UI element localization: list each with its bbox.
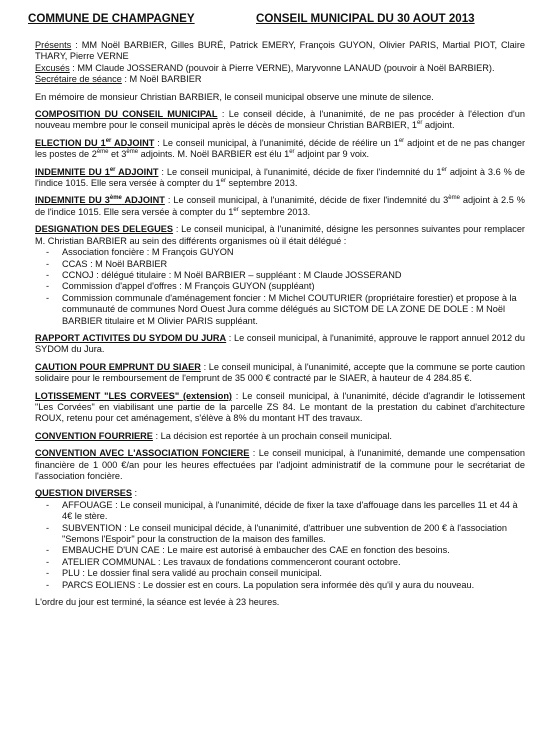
fourriere-section	[35, 431, 525, 442]
composition-title: COMPOSITION DU CONSEIL MUNICIPAL	[35, 109, 218, 120]
meeting-title: CONSEIL MUNICIPAL DU 30 AOUT 2013	[256, 12, 475, 25]
presents-text: : MM Noël BARBIER, Gilles BURÉ, Patrick EMERY, François GUYON, Olivier PARIS, Martial PIOT, Claire THARY, Pierre VERNE	[35, 40, 525, 62]
delegues-title: DESIGNATION DES DELEGUES	[35, 224, 174, 235]
association-section	[35, 448, 525, 482]
list-item: - Association foncière : M François GUYON	[35, 247, 525, 258]
commune-name: COMMUNE DE CHAMPAGNEY	[28, 12, 195, 25]
caution-section	[35, 362, 525, 385]
indemnite-3-section: INDEMNITE DU 3ème ADJOINT : Le conseil municipal, à l'unanimité, décide de fixer l'indemnité du 3ème adjoint à 2.5 % de l'indice 1015. Elle sera versée à compter du 1er septembre 2013.	[35, 195, 525, 217]
list-item: - Commission communale d'aménagement foncier : M Michel COUTURIER (propriétaire forestier) et propose à la communauté de communes Nord Ouest Jura comme délégués au SICTOM DE LA ZONE DE DOLE : M Noël BARBIER titulaire et M Olivier PARIS suppléant.	[35, 293, 525, 327]
composition-text-end: adjoint.	[422, 120, 455, 131]
fourriere-title: CONVENTION FOURRIERE	[35, 430, 153, 441]
composition-text: : Le conseil décide, à l'unanimité, de ne pas procéder à l'élection d'un nouveau membre pour le conseil municipal après le décès de monsieur Christian BARBIER, 1	[35, 109, 525, 131]
rapport-section	[35, 333, 525, 356]
document-body	[35, 40, 525, 614]
list-item: - Commission d'appel d'offres : M François GUYON (suppléant)	[35, 281, 525, 292]
composition-section	[35, 109, 525, 132]
excuses-text: : MM Claude JOSSERAND (pouvoir à Pierre VERNE), Maryvonne LANAUD (pouvoir à Noël BARBIER).	[69, 62, 495, 73]
indemnite-1-text: : Le conseil municipal, à l'unanimité, décide de fixer l'indemnité du 1	[158, 166, 442, 177]
list-item: - PLU : Le dossier final sera validé au prochain conseil municipal.	[35, 568, 525, 579]
list-item: - CCAS : M Noël BARBIER	[35, 259, 525, 270]
delegues-section	[35, 224, 525, 247]
rapport-text: : Le conseil municipal, à l'unanimité, approuve le rapport annuel 2012 du SYDOM du Jura.	[35, 332, 525, 355]
indemnite-1-title: INDEMNITE DU 1er ADJOINT	[35, 166, 159, 177]
election-section: ELECTION DU 1er ADJOINT : Le conseil municipal, à l'unanimité, décide de réélire un 1er adjoint et de ne pas changer les postes de 2ème et 3ème adjoints. M. Noël BARBIER est élu 1er adjoint par 9 voix.	[35, 137, 526, 160]
lotissement-title: LOTISSEMENT "LES CORVEES" (extension)	[35, 390, 232, 401]
list-item: - ATELIER COMMUNAL : Les travaux de fondations commenceront courant octobre.	[35, 557, 525, 568]
presents-label: Présents	[35, 40, 72, 50]
delegues-list	[35, 247, 525, 327]
attendance-section	[35, 40, 525, 86]
election-title: ELECTION DU 1er ADJOINT	[35, 137, 155, 148]
questions-section	[35, 488, 525, 499]
composition-sup: er	[416, 120, 423, 127]
fourriere-text: : La décision est reportée à un prochain conseil municipal.	[152, 430, 392, 441]
document-header	[28, 12, 528, 30]
closing-paragraph: L'ordre du jour est terminé, la séance est levée à 23 heures.	[35, 597, 280, 608]
caution-title: CAUTION POUR EMPRUNT DU SIAER	[35, 361, 201, 372]
list-item: - EMBAUCHE D'UN CAE : Le maire est autorisé à embaucher des CAE en fonction des besoins.	[35, 545, 525, 556]
rapport-title: RAPPORT ACTIVITES DU SYDOM DU JURA	[35, 332, 227, 343]
lotissement-section	[35, 391, 525, 425]
list-item: - SUBVENTION : Le conseil municipal décide, à l'unanimité, d'attribuer une subvention de 200 € à l'association "Semons l'Espoir" pour la construction de la maison des familles.	[35, 523, 525, 546]
questions-suffix: :	[132, 488, 138, 499]
delegues-text: : Le conseil municipal, à l'unanimité, désigne les personnes suivantes pour remplacer M. Christian BARBIER au sein des différents organismes où il était délégué :	[35, 224, 525, 246]
association-title: CONVENTION AVEC L'ASSOCIATION FONCIERE	[35, 448, 250, 459]
lotissement-text: : Le conseil municipal, à l'unanimité, décide d'agrandir le lotissement "Les Corvées" en viabilisant une partie de la parcelle ZS 84. Le montant de la prestation du cabinet d'architecture ROUX, retenu pour cet aménagement, s'élève à 8% du montant HT des travaux.	[35, 390, 525, 424]
list-item: - AFFOUAGE : Le conseil municipal, à l'unanimité, décide de fixer la taxe d'affouage dans les parcelles 11 et 44 à 4€ le stère.	[35, 500, 525, 523]
secretaire-text: : M Noël BARBIER	[121, 74, 202, 85]
indemnite-3-title: INDEMNITE DU 3ème ADJOINT	[35, 195, 165, 206]
indemnite-1-section: INDEMNITE DU 1er ADJOINT : Le conseil municipal, à l'unanimité, décide de fixer l'indemnité du 1er adjoint à 3.6 % de l'indice 1015. Elle sera versée à compter du 1er septembre 2013.	[35, 166, 525, 189]
caution-text: : Le conseil municipal, à l'unanimité, accepte que la commune se porte caution solidaire pour le remboursement de l'emprunt de 35 000 € contracté par le SIAER, à hauteur de 4 284.85 €.	[35, 361, 525, 384]
election-text: : Le conseil municipal, à l'unanimité, décide de réélire un 1	[154, 137, 399, 148]
list-item: - PARCS EOLIENS : Le dossier est en cours. La population sera informée dès qu'il y aura du nouveau.	[35, 580, 525, 591]
questions-list	[35, 500, 525, 591]
questions-title: QUESTION DIVERSES	[35, 488, 132, 499]
secretaire-label: Secrétaire de séance	[35, 74, 122, 85]
memoriam-paragraph: En mémoire de monsieur Christian BARBIER, le conseil municipal observe une minute de silence.	[35, 91, 434, 102]
list-item: - CCNOJ : délégué titulaire : M Noël BARBIER – suppléant : M Claude JOSSERAND	[35, 270, 525, 281]
indemnite-3-text: : Le conseil municipal, à l'unanimité, décide de fixer l'indemnité du 3	[164, 195, 449, 206]
excuses-label: Excusés	[35, 62, 70, 73]
association-text: : Le conseil municipal, à l'unanimité, demande une compensation financière de 1 000 €/an pour les heures effectuées par l'adjoint administratif de la commune pour le secrétariat de l'association foncière.	[35, 448, 525, 481]
